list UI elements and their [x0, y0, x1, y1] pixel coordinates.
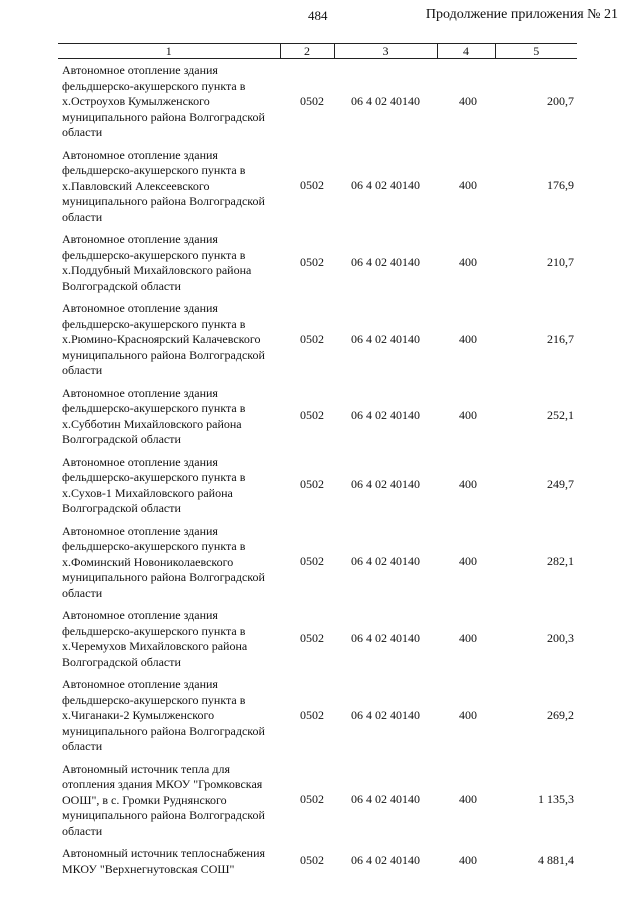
- table-row: [58, 520, 577, 605]
- row-name: Автономное отопление здания фельдшерско-акушерского пункта в х.Остроухов Кумылженского муниципального района Волгоградской области: [62, 63, 265, 139]
- row-name: Автономное отопление здания фельдшерско-акушерского пункта в х.Субботин Михайловского района Волгоградской области: [62, 385, 246, 446]
- row-target-article: 06 4 02 40140: [351, 630, 420, 645]
- table-row: [58, 451, 577, 520]
- table-row: [58, 144, 577, 229]
- row-expense-kind: 400: [459, 93, 477, 108]
- row-target-article: 06 4 02 40140: [351, 707, 420, 722]
- row-amount: 1 135,3: [538, 792, 574, 806]
- row-section-code: 0502: [300, 331, 324, 346]
- row-name: Автономное отопление здания фельдшерско-акушерского пункта в х.Павловский Алексеевского муниципального района Волгоградской области: [62, 147, 265, 224]
- budget-table: [58, 43, 577, 880]
- row-amount: 216,7: [547, 331, 574, 346]
- row-amount: 269,2: [547, 707, 574, 722]
- row-expense-kind: 400: [459, 178, 477, 192]
- row-expense-kind: 400: [459, 630, 477, 645]
- table-row: [58, 604, 577, 673]
- row-name: Автономное отопление здания фельдшерско-акушерского пункта в х.Рюмино-Красноярский Калачевского муниципального района Волгоградской области: [62, 301, 265, 377]
- row-amount: 252,1: [547, 408, 574, 423]
- table-row: [58, 673, 577, 758]
- row-expense-kind: 400: [459, 254, 477, 269]
- table-row: [58, 228, 577, 297]
- row-section-code: 0502: [300, 853, 324, 868]
- column-header-2: 2: [280, 44, 334, 59]
- table-row: [58, 297, 577, 382]
- row-section-code: 0502: [300, 630, 324, 645]
- row-amount: 282,1: [547, 554, 574, 568]
- column-header-4: 4: [437, 44, 495, 59]
- column-header-1: 1: [58, 44, 280, 59]
- column-header-5: 5: [495, 44, 577, 59]
- column-header-3: 3: [334, 44, 437, 59]
- row-expense-kind: 400: [459, 554, 477, 568]
- table-row: [58, 59, 577, 144]
- row-section-code: 0502: [300, 93, 324, 108]
- row-target-article: 06 4 02 40140: [351, 554, 420, 568]
- row-section-code: 0502: [300, 707, 324, 722]
- row-name: Автономный источник теплоснабжения МКОУ "Верхнегнутовская СОШ": [62, 846, 266, 876]
- row-expense-kind: 400: [459, 853, 477, 868]
- row-target-article: 06 4 02 40140: [351, 792, 420, 806]
- row-expense-kind: 400: [459, 792, 477, 806]
- row-amount: 176,9: [547, 178, 574, 192]
- row-name: Автономное отопление здания фельдшерско-акушерского пункта в х.Чиганаки-2 Кумылженского муниципального района Волгоградской области: [62, 677, 265, 753]
- appendix-continuation-note: Продолжение приложения № 21: [425, 7, 618, 22]
- row-amount: 249,7: [547, 477, 574, 492]
- table-row: [58, 382, 577, 451]
- row-name: Автономный источник тепла для отопления здания МКОУ "Громковская ООШ", в с. Громки Руднянского муниципального района Волгоградской области: [62, 761, 265, 838]
- row-section-code: 0502: [300, 178, 324, 192]
- row-expense-kind: 400: [459, 477, 477, 492]
- row-target-article: 06 4 02 40140: [351, 254, 420, 269]
- table-row: [58, 758, 577, 843]
- row-amount: 200,7: [547, 93, 574, 108]
- row-name: Автономное отопление здания фельдшерско-акушерского пункта в х.Сухов-1 Михайловского района Волгоградской области: [62, 454, 246, 515]
- row-target-article: 06 4 02 40140: [351, 477, 420, 492]
- row-name: Автономное отопление здания фельдшерско-акушерского пункта в х.Поддубный Михайловского района Волгоградской области: [62, 232, 252, 293]
- row-section-code: 0502: [300, 792, 324, 806]
- row-amount: 210,7: [547, 254, 574, 269]
- row-target-article: 06 4 02 40140: [351, 331, 420, 346]
- row-amount: 200,3: [547, 630, 574, 645]
- page-number: 484: [308, 8, 328, 23]
- row-section-code: 0502: [300, 408, 324, 423]
- row-section-code: 0502: [300, 554, 324, 568]
- row-section-code: 0502: [300, 254, 324, 269]
- column-number-row: [58, 44, 577, 59]
- table-row: [58, 842, 577, 880]
- row-expense-kind: 400: [459, 408, 477, 423]
- row-amount: 4 881,4: [538, 853, 574, 868]
- row-target-article: 06 4 02 40140: [351, 178, 420, 192]
- row-name: Автономное отопление здания фельдшерско-акушерского пункта в х.Черемухов Михайловского района Волгоградской области: [62, 608, 248, 669]
- row-expense-kind: 400: [459, 707, 477, 722]
- row-section-code: 0502: [300, 477, 324, 492]
- row-target-article: 06 4 02 40140: [351, 93, 420, 108]
- row-expense-kind: 400: [459, 331, 477, 346]
- row-target-article: 06 4 02 40140: [351, 853, 420, 868]
- row-name: Автономное отопление здания фельдшерско-акушерского пункта в х.Фоминский Новониколаевского муниципального района Волгоградской области: [62, 523, 265, 600]
- row-target-article: 06 4 02 40140: [351, 408, 420, 423]
